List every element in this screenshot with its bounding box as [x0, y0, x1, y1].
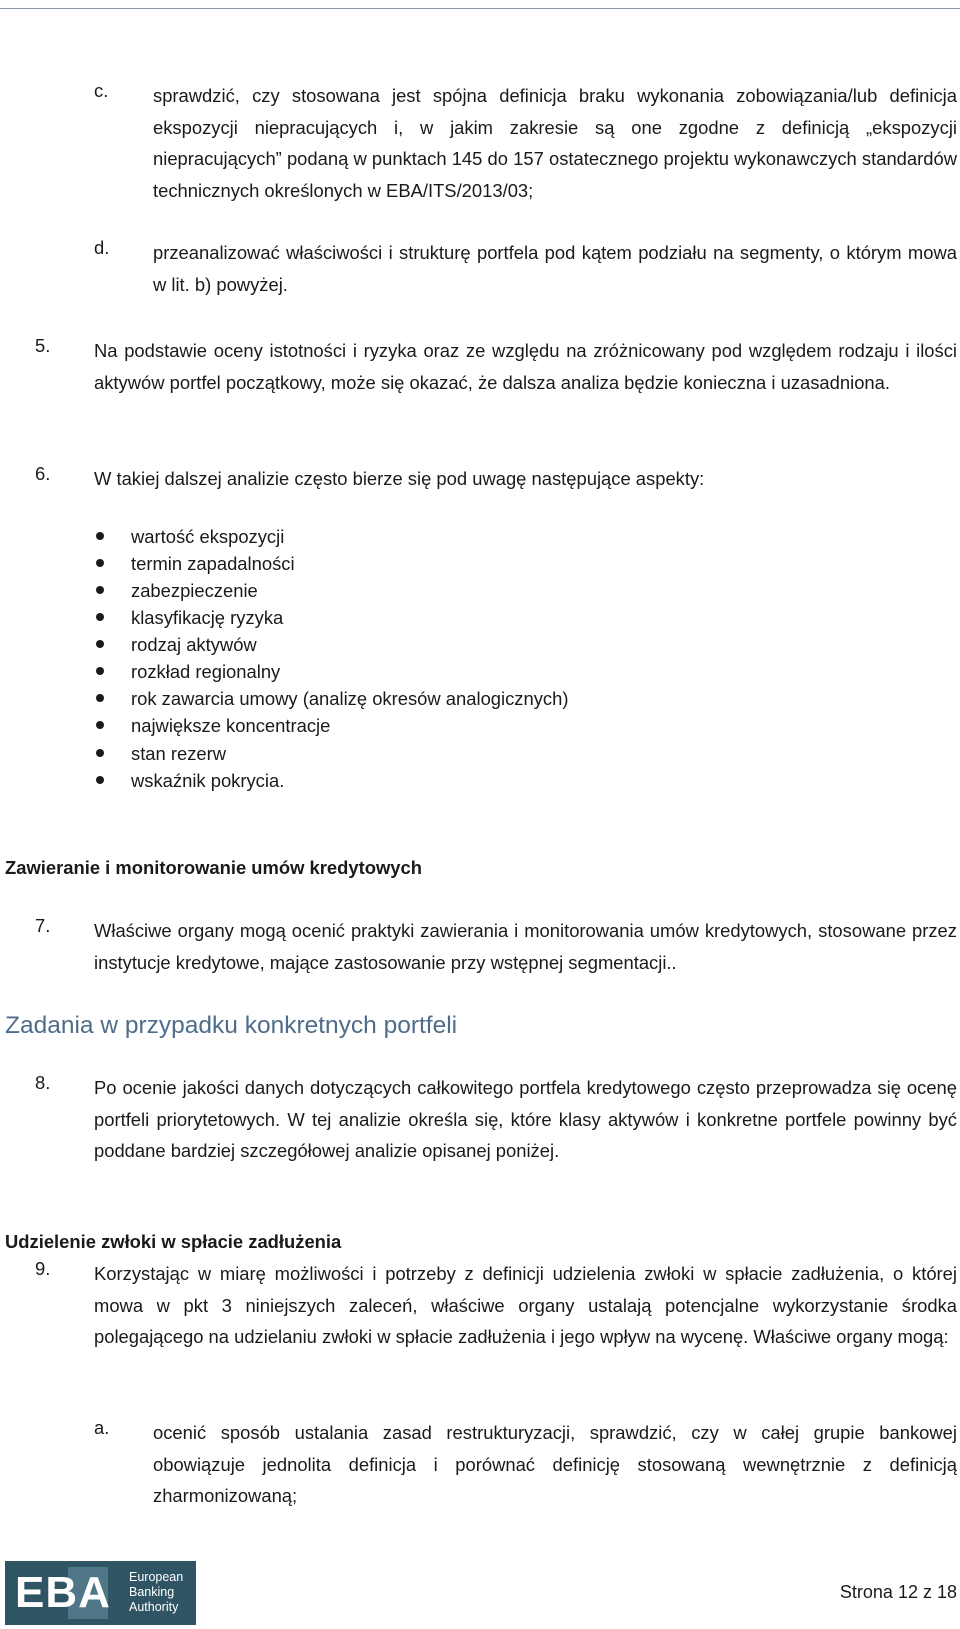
section-heading-forbearance: Udzielenie zwłoki w spłacie zadłużenia — [5, 1231, 342, 1252]
list-item-a-text: ocenić sposób ustalania zasad restrukturyzacji, sprawdzić, czy w całej grupie bankowej obowiązuje jednolita definicja i porównać definicję stosowaną wewnętrznie z definicją zharmonizowaną; — [153, 1422, 957, 1506]
bullet-icon — [96, 776, 104, 784]
list-item-d-text: przeanalizować właściwości i strukturę portfela pod kątem podziału na segmenty, o którym mowa w lit. b) powyżej. — [153, 242, 957, 295]
logo-name: European Banking Authority — [129, 1570, 184, 1614]
section-heading-loan-agreements: Zawieranie i monitorowanie umów kredytowych — [5, 857, 422, 878]
section-heading-specific-portfolios: Zadania w przypadku konkretnych portfeli — [5, 1012, 458, 1039]
bullet-icon — [96, 667, 104, 675]
paragraph-number-5: 5. — [35, 335, 51, 356]
logo-abbreviation: EBA — [15, 1568, 111, 1617]
paragraph-5-text: Na podstawie oceny istotności i ryzyka oraz ze względu na zróżnicowany pod względem rodzaju i ilości aktywów portfel początkowy, może się okazać, że dalsza analiza będzie konieczna i uzasadniona. — [94, 340, 957, 393]
bullet-icon — [96, 749, 104, 757]
bullet-icon — [96, 532, 104, 540]
bullet-icon — [96, 586, 104, 594]
bullet-icon — [96, 559, 104, 567]
bullet-icon — [96, 694, 104, 702]
list-item-c-text: sprawdzić, czy stosowana jest spójna definicja braku wykonania zobowiązania/lub definicja ekspozycji niepracujących i, w jakim zakresie są one zgodne z definicją „ekspozycji niepracujących” podaną w punktach 145 do 157 ostatecznego projektu wykonawczych standardów technicznych określonych w EBA/ITS/2013/03; — [153, 85, 957, 201]
paragraph-8-text: Po ocenie jakości danych dotyczących całkowitego portfela kredytowego często przeprowadza się ocenę portfeli priorytetowych. W tej analizie określa się, które klasy aktywów i konkretne portfele powinny być poddane bardziej szczegółowej analizie opisanej poniżej. — [94, 1077, 957, 1161]
paragraph-number-8: 8. — [35, 1072, 51, 1093]
header-rule — [0, 8, 960, 9]
page-number: Strona 12 z 18 — [839, 1582, 957, 1602]
paragraph-7-text: Właściwe organy mogą ocenić praktyki zawierania i monitorowania umów kredytowych, stosowane przez instytucje kredytowe, mające zastosowanie przy wstępnej segmentacji.. — [94, 920, 957, 973]
bullet-icon — [96, 613, 104, 621]
paragraph-6-text: W takiej dalszej analizie często bierze się pod uwagę następujące aspekty: — [94, 468, 705, 489]
paragraph-number-9: 9. — [35, 1258, 51, 1279]
paragraph-number-6: 6. — [35, 463, 51, 484]
bullet-icon — [96, 721, 104, 729]
eba-logo — [5, 1561, 196, 1625]
list-label-c: c. — [94, 80, 109, 101]
paragraph-9-text: Korzystając w miarę możliwości i potrzeby z definicji udzielenia zwłoki w spłacie zadłużenia, o której mowa w pkt 3 niniejszych zaleceń, właściwe organy ustalają potencjalne wykorzystanie środka polegającego na udzielaniu zwłoki w spłacie zadłużenia i jego wpływ na wycenę. Właściwe organy mogą: — [94, 1263, 957, 1347]
bullet-icon — [96, 640, 104, 648]
list-label-a: a. — [94, 1417, 110, 1438]
paragraph-number-7: 7. — [35, 915, 51, 936]
list-label-d: d. — [94, 237, 110, 258]
